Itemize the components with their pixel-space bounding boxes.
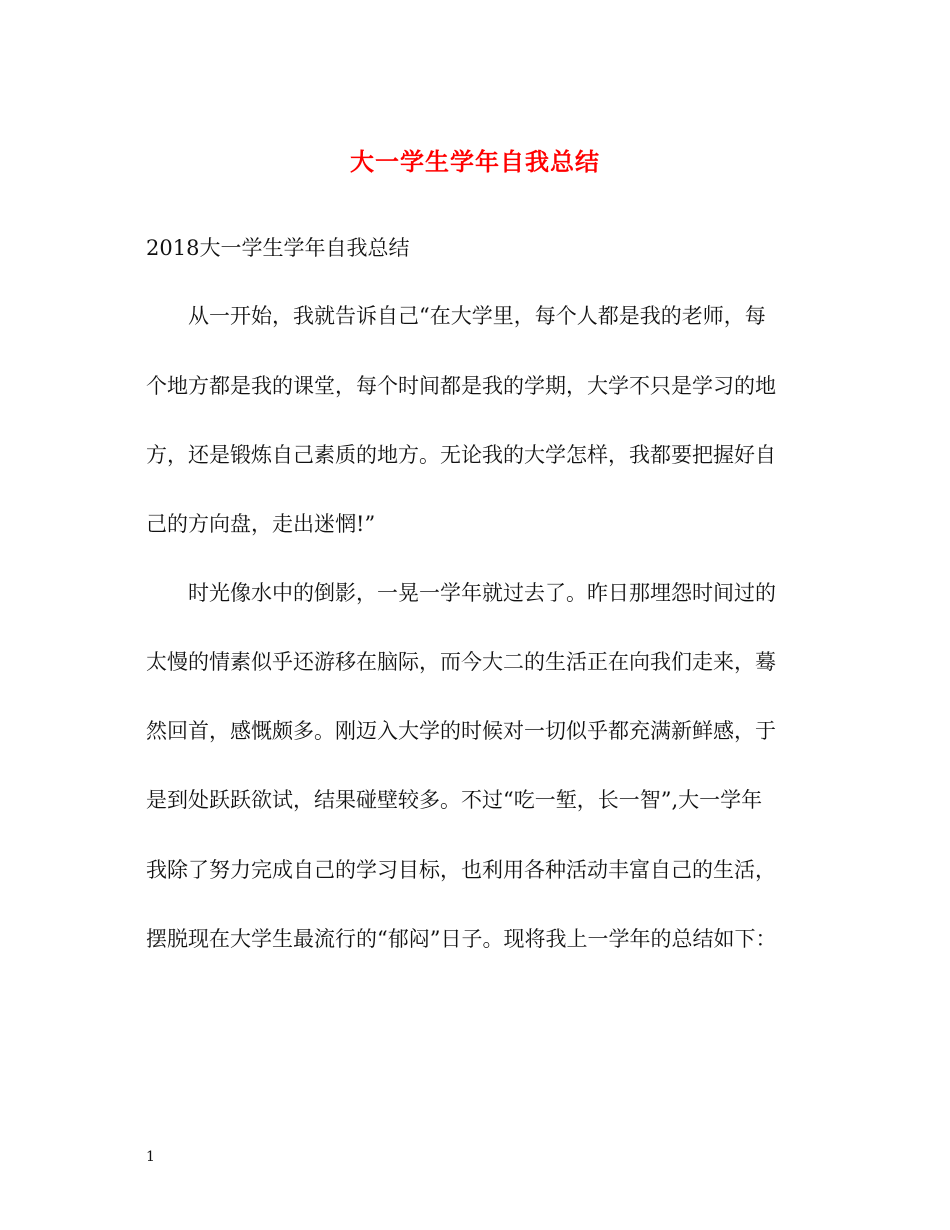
paragraph-line: 从一开始，我就告诉自己“在大学里，每个人都是我的老师，每 [188, 304, 766, 328]
paragraph-line: 摆脱现在大学生最流行的“郁闷”日子。现将我上一学年的总结如下： [146, 927, 777, 951]
paragraph-line: 方，还是锻炼自己素质的地方。无论我的大学怎样，我都要把握好自 [146, 443, 776, 467]
paragraph-line: 我除了努力完成自己的学习目标，也利用各种活动丰富自己的生活， [146, 858, 776, 882]
paragraph-line: 太慢的情素似乎还游移在脑际，而今大二的生活正在向我们走来，蓦 [146, 650, 776, 674]
paragraph-line: 是到处跃跃欲试，结果碰壁较多。不过“吃一堑，长一智”,大一学年 [146, 788, 763, 812]
paragraph-line: 个地方都是我的课堂，每个时间都是我的学期，大学不只是学习的地 [146, 374, 776, 398]
document-title: 大一学生学年自我总结 [350, 147, 600, 176]
paragraph-line: 然回首，感慨颇多。刚迈入大学的时候对一切似乎都充满新鲜感，于 [146, 719, 776, 743]
document-subtitle: 2018大一学生学年自我总结 [146, 236, 410, 260]
paragraph-line: 时光像水中的倒影，一晃一学年就过去了。昨日那埋怨时间过的 [188, 581, 776, 605]
paragraph-line: 己的方向盘，走出迷惘!” [146, 512, 376, 536]
page-number: 1 [146, 1149, 155, 1165]
